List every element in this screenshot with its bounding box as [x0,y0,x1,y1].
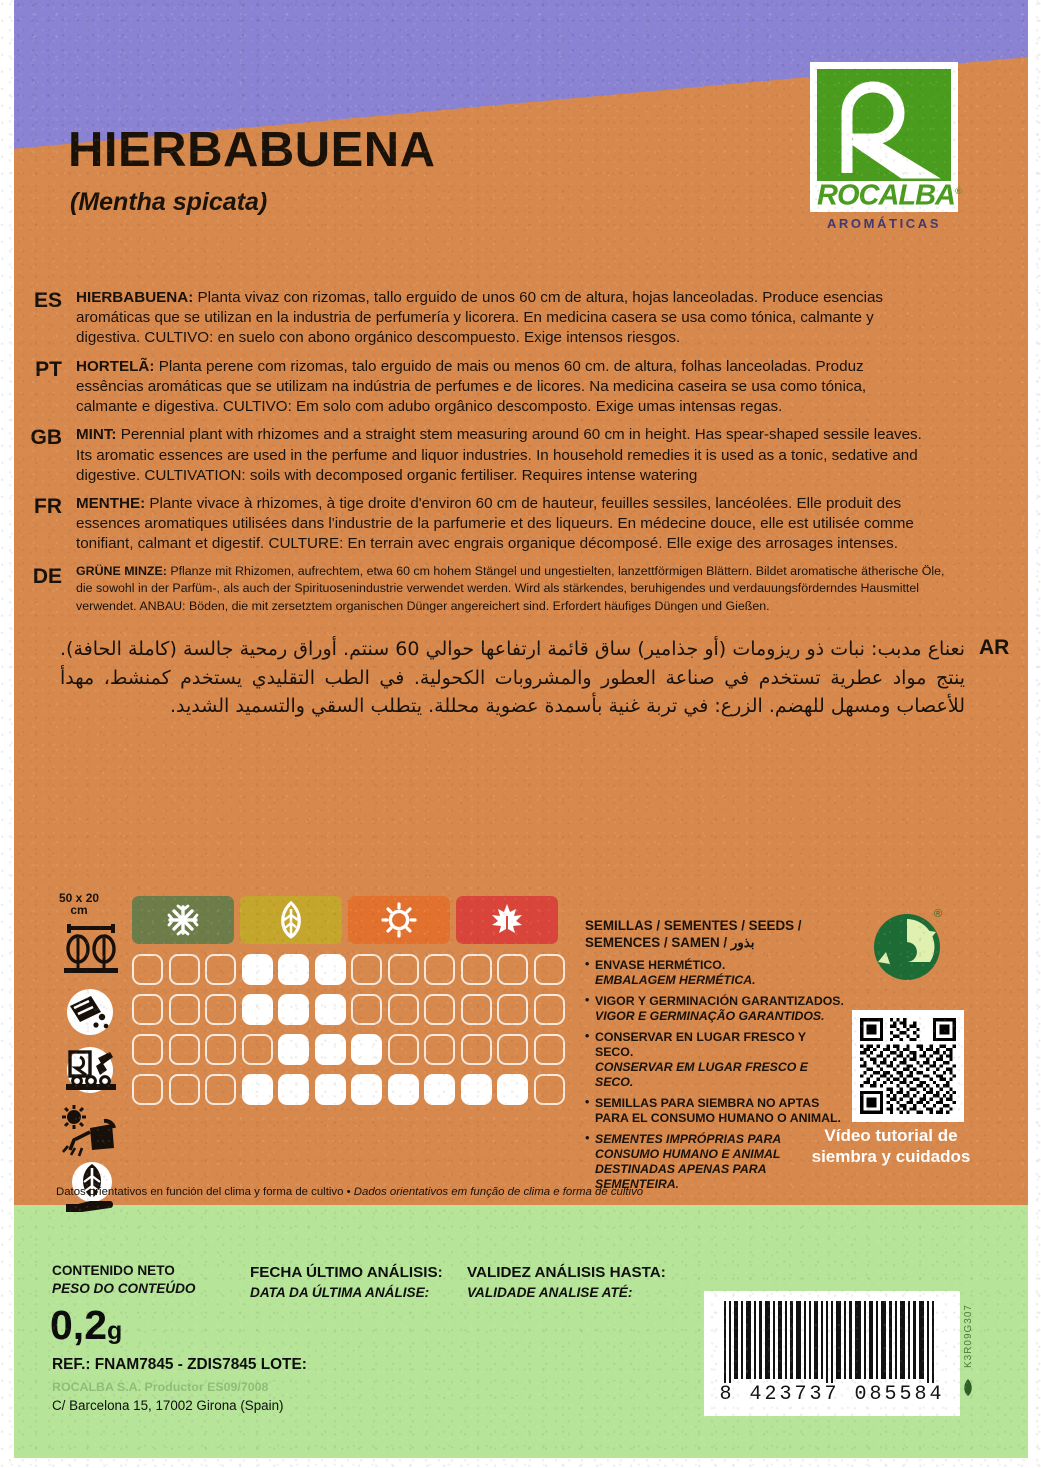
season-header-row [132,896,576,944]
list-item [585,1096,847,1126]
net-weight-unit: g [107,1317,123,1345]
calendar-cell-harvest-month-6 [315,1074,346,1105]
calendar-cell-sowing-month-3 [205,954,236,985]
calendar-cell-transplant-month-7 [351,994,382,1025]
barcode-number: 8 423737 085584 [719,1383,945,1406]
calendar-cell-sowing-month-2 [169,954,200,985]
lang-code-ar: AR [979,636,1010,660]
calendar-row-sowing [132,954,576,985]
bullet-es: CONSERVAR EN LUGAR FRESCO Y SECO. [595,1029,806,1059]
vertical-print-code: K3R09G307 [963,1304,974,1369]
list-item [585,994,847,1024]
calendar-cell-harvest-month-8 [388,1074,419,1105]
lang-text-de [76,563,1041,616]
seed-packet-icon [60,984,122,1040]
bullet-pt: CONSERVAR EM LUGAR FRESCO E SECO. [595,1059,808,1089]
calendar-cell-transplant-month-12 [534,994,565,1025]
lang-text-es [76,288,1041,349]
lang-name-de: GRÜNE MINZE: [76,563,167,578]
calendar-cell-sowing-month-6 [315,954,346,985]
calendar-cell-harvest-month-2 [169,1074,200,1105]
lang-code-es: ES [33,289,62,312]
calendar-cell-watering-month-6 [315,1034,346,1065]
calendar-cell-harvest-month-12 [534,1074,565,1105]
calendar-cell-transplant-month-4 [242,994,273,1025]
cultivation-calendar [56,891,576,1186]
lang-body-es: Planta vivaz con rizomas, tallo erguido de unos 60 cm de altura, hojas lanceoladas. Produce esencias aromáticas que se utilizan en la industria de perfumería y licorera. En medicina casera se usa como tónica, calmante y digestiva. CULTIVO: en suelo con abono orgánico descompuesto. Exige intensos riesgos. [76,289,884,347]
lang-body-fr: Plante vivace à rhizomes, à tige droite d'environ 60 cm de hauteur, feuilles sessiles, lancéolées. Elle produit des essences aromatiques utilisées dans l'industrie de la parfumerie et des liqueurs. En médecine douce, elle est utilisée comme tonifiant, calmant et digestif. CULTURE: En terrain avec engrais organique décomposé. Elle exige des arrosages intenses. [76,494,914,553]
bottom-margin [0,1458,1041,1468]
calendar-cell-transplant-month-3 [205,994,236,1025]
calendar-cell-watering-month-7 [351,1034,382,1065]
calendar-cell-watering-month-5 [278,1034,309,1065]
video-line2: siembra y cuidados [811,1146,971,1166]
net-weight-value [50,1302,123,1348]
calendar-cell-transplant-month-2 [169,994,200,1025]
season-autumn [456,896,558,944]
calendar-cell-transplant-month-8 [388,994,419,1025]
calendar-row-watering [132,1034,576,1065]
calendar-cell-watering-month-12 [534,1034,565,1065]
bullet-es: SEMILLAS PARA SIEMBRA NO APTAS PARA EL CONSUMO HUMANO O ANIMAL. [595,1095,841,1125]
calendar-cell-watering-month-9 [424,1034,455,1065]
bullet-pt: VIGOR E GERMINAÇÃO GARANTIDOS. [595,1008,825,1023]
calendar-cell-sowing-month-12 [534,954,565,985]
disclaimer-es: Datos orientativos en función del clima y forma de cultivo [56,1186,344,1198]
list-item [585,958,847,988]
analysis-date-field [250,1262,443,1302]
calendar-cell-harvest-month-1 [132,1074,163,1105]
calendar-cell-sowing-month-9 [424,954,455,985]
lang-code-fr: FR [34,494,62,518]
calendar-cell-transplant-month-6 [315,994,346,1025]
logo-r-icon [817,69,951,181]
lang-code-gb: GB [30,426,62,450]
disclaimer-separator: • [343,1186,354,1198]
calendar-cell-transplant-month-1 [132,994,163,1025]
small-leaf-icon [960,1378,976,1398]
calendar-cell-sowing-month-10 [461,954,492,985]
calendar-cell-transplant-month-9 [424,994,455,1025]
snowflake-icon [166,903,200,937]
lang-code-de: DE [32,564,62,588]
analysis-validity-field [467,1262,666,1302]
lang-code-pt: PT [35,357,62,381]
calendar-row-harvest [132,1074,576,1105]
lang-name-es: HIERBABUENA: [76,289,194,306]
plant-spacing-unit: cm [70,903,88,917]
lang-block-ar [0,635,1041,721]
lang-text-ar: نعناع مدبب: نبات ذو ريزومات (أو جذامير) ساق قائمة ارتفاعها حوالي 60 سنتم. أوراق رمحية جالسة (كاملة الحافة). ينتج مواد عطرية تستخدم في صناعة العطور والمشروبات الكحولية. في الطب التقليدي يستخدم كمنشط، مهدأ للأعصاب ومسهل للهضم. الزرع: في تربة غنية بأسمدة عضوية محللة. يتطلب السقي والتسميد الشديد. [60,638,966,718]
calendar-cell-transplant-month-11 [497,994,528,1025]
disclaimer-pt: Dados orientativos em função de clima e forma de cultivo [353,1186,644,1198]
lang-body-gb: Perennial plant with rhizomes and a straight stem measuring around 60 cm in height. Has spear-shaped sessile leaves. Its aromatic essences are used in the perfume and liquor industries. In household remedies it is used as a tonic, sedative and digestive. CULTIVATION: soils with decomposed organic fertiliser. Requires intense watering [76,426,922,484]
lang-name-fr: MENTHE: [76,494,146,512]
logo-green-square [817,69,951,181]
page-title: HIERBABUENA [68,123,436,177]
season-winter [132,896,234,944]
calendar-cell-watering-month-1 [132,1034,163,1065]
right-margin [1028,0,1041,1468]
net-content-label [52,1262,196,1299]
calendar-cell-watering-month-3 [205,1034,236,1065]
maple-leaf-icon [489,902,525,938]
analysis-date-label-es: FECHA ÚLTIMO ANÁLISIS: [250,1264,443,1281]
bullet-es: VIGOR Y GERMINACIÓN GARANTIZADOS. [595,993,844,1008]
sun-icon [381,902,417,938]
video-line1: Vídeo tutorial de [824,1126,958,1145]
logo-wordmark: ROCALBA® [817,179,961,212]
calendar-cell-harvest-month-3 [205,1074,236,1105]
analysis-validity-label-es: VALIDEZ ANÁLISIS HASTA: [467,1264,666,1281]
bullet-pt: EMBALAGEM HERMÉTICA. [595,972,756,987]
calendar-cell-harvest-month-5 [278,1074,309,1105]
barcode [704,1291,960,1416]
calendar-row-icons [56,891,128,1186]
calendar-cell-sowing-month-7 [351,954,382,985]
calendar-cell-harvest-month-9 [424,1074,455,1105]
latin-name: (Mentha spicata) [70,188,268,216]
calendar-cell-sowing-month-11 [497,954,528,985]
watering-can-icon [60,1104,122,1160]
lang-body-pt: Planta perene com rizomas, talo erguido de mais ou menos 60 cm. de altura, folhas lanceoladas. Produz essências aromáticas que se utilizam na indústria de perfumes e de licores. Na medicina caseira se usa como tónica, calmante e digestiva. CULTIVO: Em solo com adubo orgânico descomposto. Exige umas intensas regas. [76,357,867,416]
lang-block-es [0,288,1041,349]
qr-code-image [860,1018,956,1114]
logo-subtitle: AROMÁTICAS [826,216,942,231]
lang-name-gb: MINT: [76,426,117,444]
left-margin [0,0,14,1468]
calendar-cell-transplant-month-10 [461,994,492,1025]
video-tutorial-label [786,1126,996,1167]
lang-text-pt [76,357,1041,418]
barcode-bars [722,1301,942,1383]
plant-spacing-value: 50 x 20 [59,891,100,905]
seed-heading-line1: SEMILLAS / SEMENTES / SEEDS / [585,918,802,933]
calendar-cell-harvest-month-11 [497,1074,528,1105]
calendar-grid [132,896,576,1114]
calendar-disclaimer [56,1186,986,1198]
calendar-row-transplant [132,994,576,1025]
lang-name-pt: HORTELÃ: [76,357,155,375]
qr-code[interactable] [852,1010,964,1122]
plant-spacing-icon [60,922,122,978]
registered-trademark-mark: ® [934,908,943,920]
company-address: C/ Barcelona 15, 17002 Girona (Spain) [52,1398,284,1413]
net-weight-number: 0,2 [50,1302,107,1348]
green-dot-recycling-icon [872,912,942,982]
bullet-es: ENVASE HERMÉTICO. [595,957,726,972]
net-label-es: CONTENIDO NETO [52,1263,175,1278]
calendar-cell-harvest-month-7 [351,1074,382,1105]
calendar-cell-watering-month-4 [242,1034,273,1065]
rocalba-logo [810,62,961,212]
transplant-icon [60,1044,122,1100]
season-summer [348,896,450,944]
plant-spacing-label [59,892,99,916]
season-spring [240,896,342,944]
lang-text-fr [76,494,1041,555]
calendar-cell-transplant-month-5 [278,994,309,1025]
calendar-cell-sowing-month-4 [242,954,273,985]
description-blocks [0,288,1041,729]
calendar-cell-sowing-month-5 [278,954,309,985]
analysis-date-label-pt: DATA DA ÚLTIMA ANÁLISE: [250,1285,430,1301]
leaf-icon [275,901,307,939]
calendar-cell-watering-month-8 [388,1034,419,1065]
calendar-cell-watering-month-10 [461,1034,492,1065]
producer-line: ROCALBA S.A. Productor ES09/7008 [52,1380,269,1394]
calendar-cell-watering-month-11 [497,1034,528,1065]
net-label-pt: PESO DO CONTEÚDO [52,1281,196,1297]
lang-block-gb [0,425,1041,486]
calendar-cell-harvest-month-10 [461,1074,492,1105]
reference-lot: REF.: FNAM7845 - ZDIS7845 LOTE: [52,1356,307,1373]
lang-block-de [0,563,1041,616]
list-item [585,1030,847,1090]
lang-body-de: Pflanze mit Rhizomen, aufrechtem, etwa 60 cm hohem Stängel und ungestielten, lanzettförmigen Blättern. Bildet aromatische ätherische Öle, die sowohl in der Parfüm-, als auch der Spirituosenindustrie verwendet werden. Wird als stärkendes, beruhigendes und verdauungsförderndes Hausmittel verwendet. ANBAU: Böden, die mit zersetztem organischen Dünger angereichert sind. Erfordert häufiges Düngen und Gießen. [76,563,945,613]
seed-heading-line2: SEMENCES / SAMEN / بذور [585,934,755,950]
analysis-validity-label-pt: VALIDADE ANALISE ATÉ: [467,1285,633,1301]
lang-block-pt [0,357,1041,418]
calendar-cell-watering-month-2 [169,1034,200,1065]
calendar-cell-harvest-month-4 [242,1074,273,1105]
seed-info-heading [585,918,847,952]
calendar-cell-sowing-month-8 [388,954,419,985]
lang-block-fr [0,494,1041,555]
lang-text-gb [76,425,1041,486]
calendar-cell-sowing-month-1 [132,954,163,985]
bullet-pt: SEMENTES IMPRÓPRIAS PARA CONSUMO HUMANO E ANIMAL DESTINADAS APENAS PARA SEMENTEIRA. [595,1131,781,1191]
